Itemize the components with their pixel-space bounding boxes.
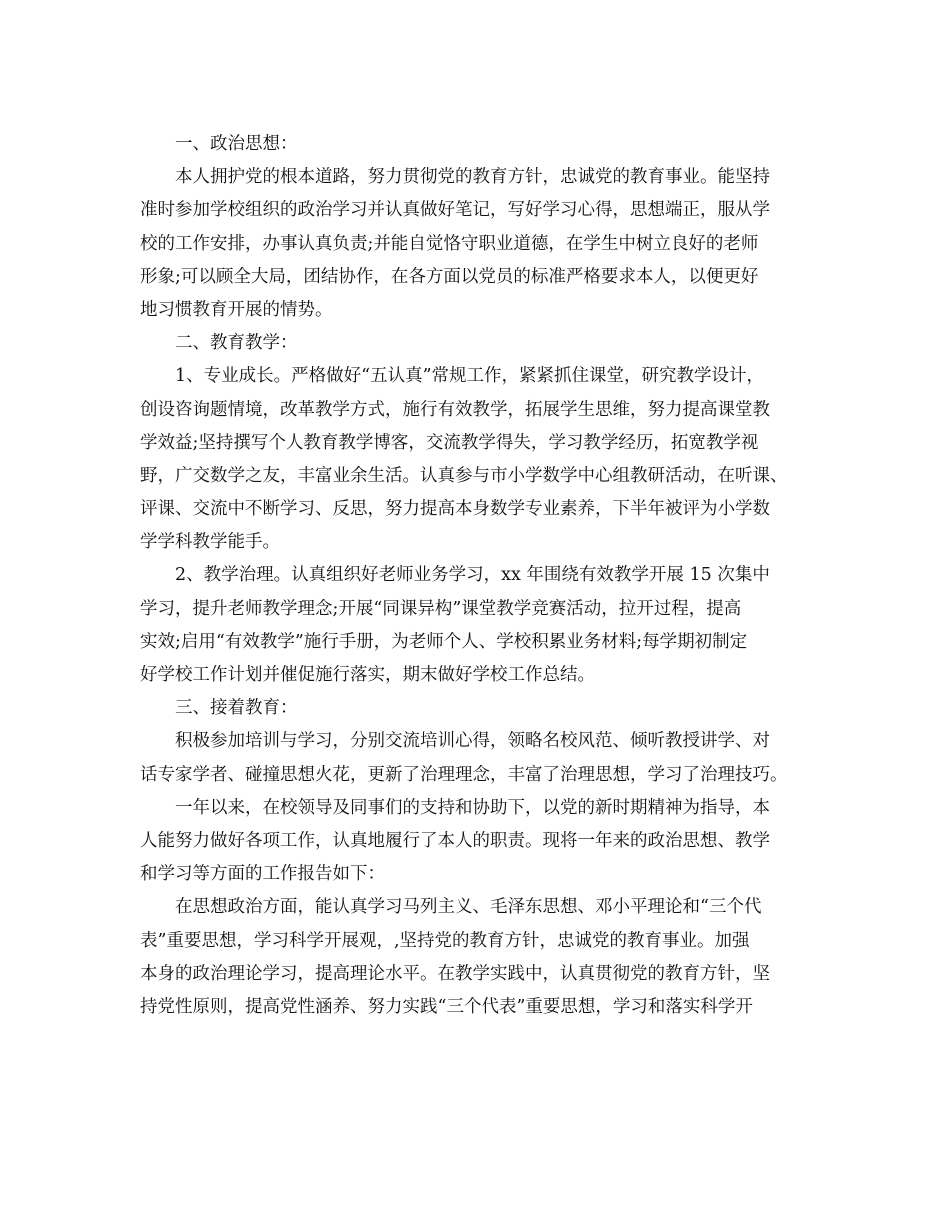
text-line: 评课、交流中不断学习、反思，努力提高本身数学专业素养，下半年被评为小学数 [140, 499, 770, 520]
text-line: 学学科教学能手。 [140, 532, 280, 553]
text-line: 本人拥护党的根本道路，努力贯彻党的教育方针，忠诚党的教育事业。能坚持 [175, 167, 770, 188]
text-line: 校的工作安排，办事认真负责;并能自觉恪守职业道德，在学生中树立良好的老师 [140, 233, 759, 254]
text-line: 一、政治思想： [175, 134, 298, 154]
text-line: 学效益;坚持撰写个人教育教学博客，交流教学得失，学习教学经历，拓宽教学视 [140, 432, 759, 453]
text-line: 2、教学治理。认真组织好老师业务学习，xx 年围绕有效教学开展 15 次集中 [175, 565, 770, 586]
text-line: 野，广交数学之友，丰富业余生活。认真参与市小学数学中心组教研活动，在听课、 [140, 465, 788, 486]
text-line: 表”重要思想，学习科学开展观，,坚持党的教育方针，忠诚党的教育事业。加强 [140, 930, 750, 951]
text-line: 在思想政治方面，能认真学习马列主义、毛泽东思想、邓小平理论和“三个代 [175, 897, 762, 918]
text-line: 一年以来，在校领导及同事们的支持和协助下，以党的新时期精神为指导，本 [175, 797, 770, 818]
text-line: 准时参加学校组织的政治学习并认真做好笔记，写好学习心得，思想端正，服从学 [140, 200, 770, 221]
text-line: 二、教育教学： [175, 333, 298, 354]
text-line: 和学习等方面的工作报告如下： [140, 864, 385, 885]
text-line: 形象;可以顾全大局，团结协作，在各方面以党员的标准严格要求本人，以便更好 [140, 266, 759, 287]
text-line: 学习，提升老师教学理念;开展“同课异构”课堂教学竞赛活动，拉开过程，提高 [140, 598, 742, 619]
text-line: 话专家学者、碰撞思想火花，更新了治理理念，丰富了治理思想，学习了治理技巧。 [140, 764, 788, 785]
text-line: 人能努力做好各项工作，认真地履行了本人的职责。现将一年来的政治思想、教学 [140, 830, 770, 851]
text-line: 1、专业成长。严格做好“五认真”常规工作，紧紧抓住课堂，研究教学设计， [175, 366, 765, 387]
text-line: 持党性原则，提高党性涵养、努力实践“三个代表”重要思想，学习和落实科学开 [140, 996, 753, 1017]
text-line: 本身的政治理论学习，提高理论水平。在教学实践中，认真贯彻党的教育方针，坚 [140, 963, 770, 984]
text-line: 创设咨询题情境，改革教学方式，施行有效教学，拓展学生思维，努力提高课堂教 [140, 399, 770, 420]
text-line: 地习惯教育开展的情势。 [140, 299, 333, 320]
text-line: 好学校工作计划并催促施行落实，期末做好学校工作总结。 [140, 665, 595, 685]
text-line: 实效;启用“有效教学”施行手册，为老师个人、学校积累业务材料;每学期初制定 [140, 631, 748, 652]
text-line: 三、接着教育： [175, 698, 298, 719]
text-line: 积极参加培训与学习，分别交流培训心得，领略名校风范、倾听教授讲学、对 [175, 731, 770, 752]
document-body [140, 128, 820, 1024]
